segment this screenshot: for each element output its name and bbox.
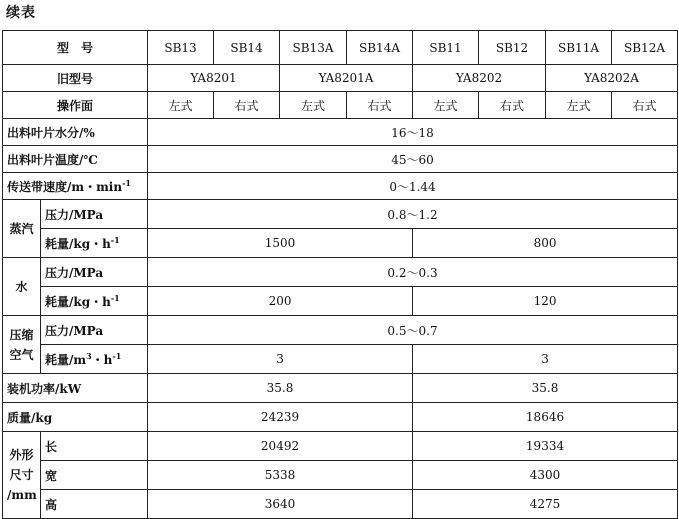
air-pressure-value: 0.5～0.7 <box>148 316 678 345</box>
air-group-label <box>3 316 41 374</box>
temperature-label: 出料叶片温度/℃ <box>3 146 148 173</box>
dimensions-group-line1: 外形 <box>9 448 34 462</box>
steam-pressure-value: 0.8～1.2 <box>148 200 678 229</box>
operation-cell: 左式 <box>148 92 214 119</box>
length-b: 19334 <box>413 432 678 461</box>
power-label: 装机功率/kW <box>3 374 148 403</box>
steam-consumption-a: 1500 <box>148 229 413 258</box>
table-row-water-pressure <box>3 258 678 287</box>
operation-cell: 右式 <box>612 92 678 119</box>
operation-cell: 左式 <box>546 92 612 119</box>
steam-consumption-exponent: -1 <box>110 234 120 245</box>
belt-speed-unit: 传送带速度/m・min <box>7 179 123 194</box>
operation-cell: 右式 <box>347 92 413 119</box>
air-consumption-unit: 耗量/m <box>45 352 87 367</box>
model-cell: SB13A <box>280 31 347 65</box>
model-cell: SB13 <box>148 31 214 65</box>
table-row-power <box>3 374 678 403</box>
table-row-operation <box>3 92 678 119</box>
power-b: 35.8 <box>413 374 678 403</box>
air-consumption-cube: 3 <box>86 350 92 361</box>
table-row-water-consumption <box>3 287 678 316</box>
table-row-belt-speed <box>3 173 678 200</box>
operation-cell: 右式 <box>479 92 546 119</box>
model-label: 型 号 <box>3 31 148 65</box>
water-pressure-value: 0.2～0.3 <box>148 258 678 287</box>
height-a: 3640 <box>148 490 413 519</box>
model-cell: SB12A <box>612 31 678 65</box>
table-row-mass <box>3 403 678 432</box>
water-consumption-b: 120 <box>413 287 678 316</box>
air-consumption-unit-mid: ・h <box>91 352 113 367</box>
air-pressure-label: 压力/MPa <box>41 316 148 345</box>
table-row-steam-consumption <box>3 229 678 258</box>
model-cell: SB11A <box>546 31 612 65</box>
old-model-cell: YA8202A <box>546 65 678 92</box>
old-model-cell: YA8202 <box>413 65 546 92</box>
old-model-label: 旧型号 <box>3 65 148 92</box>
height-label: 高 <box>41 490 148 519</box>
power-a: 35.8 <box>148 374 413 403</box>
moisture-value: 16～18 <box>148 119 678 146</box>
table-row-length <box>3 432 678 461</box>
table-row-old-model <box>3 65 678 92</box>
operation-cell: 右式 <box>214 92 280 119</box>
table-caption: 续表 <box>6 5 36 21</box>
model-cell: SB11 <box>413 31 479 65</box>
air-consumption-a: 3 <box>148 345 413 374</box>
water-group-label: 水 <box>3 258 41 316</box>
length-a: 20492 <box>148 432 413 461</box>
belt-speed-label <box>3 173 148 200</box>
air-group-line2: 空气 <box>9 347 34 362</box>
table-row-model <box>3 31 678 65</box>
mass-label: 质量/kg <box>3 403 148 432</box>
dimensions-group-line3: /mm <box>7 488 37 502</box>
steam-consumption-b: 800 <box>413 229 678 258</box>
table-row-steam-pressure <box>3 200 678 229</box>
table-row-air-pressure <box>3 316 678 345</box>
old-model-cell: YA8201A <box>280 65 413 92</box>
belt-speed-exponent: -1 <box>122 177 131 188</box>
water-pressure-label: 压力/MPa <box>41 258 148 287</box>
dimensions-group-line2: 尺寸 <box>9 468 34 482</box>
steam-consumption-label <box>41 229 148 258</box>
model-cell: SB14A <box>347 31 413 65</box>
water-consumption-a: 200 <box>148 287 413 316</box>
table-row-air-consumption <box>3 345 678 374</box>
table-row-temperature <box>3 146 678 173</box>
operation-cell: 左式 <box>413 92 479 119</box>
air-consumption-exponent: -1 <box>112 350 122 361</box>
spec-table <box>2 30 678 519</box>
width-b: 4300 <box>413 461 678 490</box>
mass-a: 24239 <box>148 403 413 432</box>
length-label: 长 <box>41 432 148 461</box>
steam-pressure-label: 压力/MPa <box>41 200 148 229</box>
model-cell: SB14 <box>214 31 280 65</box>
mass-b: 18646 <box>413 403 678 432</box>
operation-label: 操作面 <box>3 92 148 119</box>
steam-group-label: 蒸汽 <box>3 200 41 258</box>
water-consumption-unit: 耗量/kg・h <box>45 294 111 309</box>
height-b: 4275 <box>413 490 678 519</box>
dimensions-group-label <box>3 432 41 519</box>
temperature-value: 45～60 <box>148 146 678 173</box>
water-consumption-exponent: -1 <box>110 292 120 303</box>
operation-cell: 左式 <box>280 92 347 119</box>
table-row-height <box>3 490 678 519</box>
steam-consumption-unit: 耗量/kg・h <box>45 236 111 251</box>
belt-speed-value: 0～1.44 <box>148 173 678 200</box>
air-consumption-label <box>41 345 148 374</box>
width-label: 宽 <box>41 461 148 490</box>
water-consumption-label <box>41 287 148 316</box>
model-cell: SB12 <box>479 31 546 65</box>
width-a: 5338 <box>148 461 413 490</box>
moisture-label: 出料叶片水分/% <box>3 119 148 146</box>
air-consumption-b: 3 <box>413 345 678 374</box>
table-row-moisture <box>3 119 678 146</box>
air-group-line1: 压缩 <box>9 327 34 342</box>
old-model-cell: YA8201 <box>148 65 280 92</box>
table-row-width <box>3 461 678 490</box>
